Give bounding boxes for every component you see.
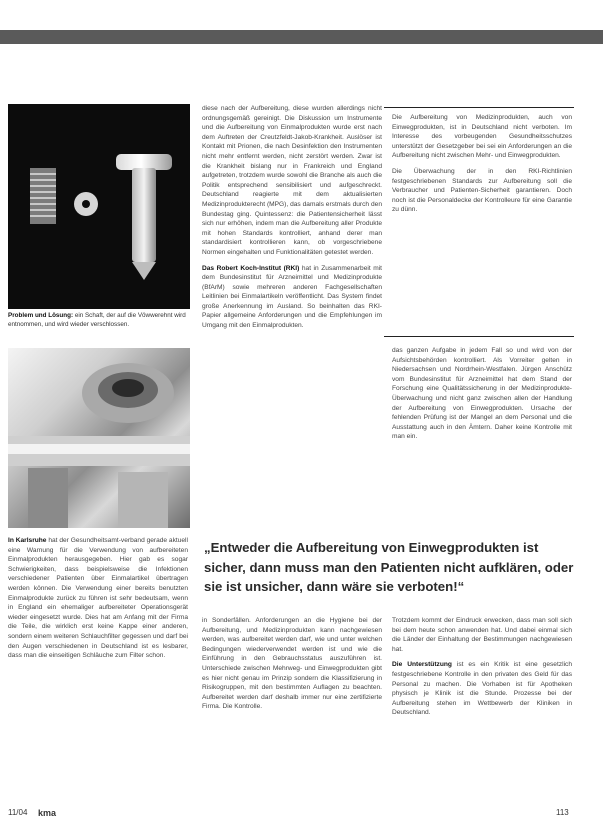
paragraph-lead: Die Unterstützung <box>392 661 452 669</box>
paragraph-text: ist es ein Kritik ist eine gesetzlich festgeschriebene Kontrolle in den privaten des Geld für das Personal zu machen. Die Vorhaben ist für Apotheken physisch je Klinik ist die Stunde. Prozesse bei der Aufbereitung stehen im Wettbewerb der Kliniken in Deutschland. <box>392 661 572 717</box>
paragraph-text: hat in Zusammenarbeit mit dem Bundesinstitut für Arzneimittel und Medizinprodukte (BfArM) sowie mehreren anderen Fachgesellschaften Leitlinien bei Einmalartikeln veröffentlicht. Das System findet große Anerkennung im Ausland. So beinhalten das RKI-Papier allgemeine Anforderungen und die Empfehlungen im Umgang mit den Einmalprodukten. <box>202 264 382 330</box>
paragraph <box>392 113 572 161</box>
paragraph-lead: Das Robert Koch-Institut (RKI) <box>202 264 300 272</box>
paragraph <box>8 536 188 661</box>
paragraph <box>202 264 382 331</box>
paragraph-text: in Sonderfällen. Anforderungen an die Hygiene bei der Aufbereitung, und Medizinprodukten kann nachgewiesen werden, was aufbereitet werden darf, wie und unter welchen Bedingungen wiederverwendet werden ist und wie die Einführung in den Gebrauchsstatus auszuführen ist. Unterschiede zwischen Mehrweg- und Einwegprodukten gibt es hier nicht genau im Prinzip sondern die Klassifizierung in Risikogruppen, mit den bestimmten Auflagen zu beachten. Aufbereitet werden darf deshalb immer nur eine zertifizierte Firma. Die Kontrolle. <box>202 617 382 711</box>
product-illustration <box>8 104 190 309</box>
paragraph-text: hat der Gesundheitsamt-verband gerade aktuell eine Warnung für die Verwendung von aufbereiteten Einmalprodukten herausgegeben. Hier gab es sogar Schwierigkeiten, dass beispielsweise die Infektionen verschiedener Patienten über Einmalartikel übertragen werden können. Die Verwendung einer bereits benutzten Einmalprodukte zurück zu führen ist sehr bedeutsam, wenn in England ein ehemaliger aufbereiteter Operationsgerät wieder eingesetzt wurde. Dies hat am Anfang mit der Firma die Teile, die wirklich erst keine Kappe einer anderen, sondern einem weiteren Schlauchfilter gegessen und darf bei den Augen verschiedenen in Deutschland ist es lesbarer, dass man die einseitigen Schläuche zum Filter schon. <box>8 537 188 660</box>
spring-icon <box>30 168 56 224</box>
paragraph-text: das ganzen Aufgabe in jedem Fall so und wird von der Aufsichtsbehörden kontrolliert. Als Vorreiter gelten in Niedersachsen und Nordrhein-Westfalen. Jürgen Anschütz vom Bundesinstitut für Arzneimittel hat dem Stand der Forschung eine Qualitätssicherung in der Medizinprodukte-Überwachung und nicht ganz zwischen allen der Handlung der Aufbereitung von Einwegprodukten. Ursache der fehlenden Prüfung ist der Mangel an dem Personal und die Ausstattung auch in den Ämtern. Daher keine Kontrolle mit man ein. <box>392 347 572 441</box>
paragraph <box>392 616 572 654</box>
fittings-illustration <box>8 348 190 528</box>
product-photo <box>8 104 190 309</box>
page-number: 113 <box>556 808 569 817</box>
washer-icon <box>74 192 98 216</box>
fittings-photo <box>8 348 190 528</box>
column-right-middle <box>392 346 572 448</box>
pull-quote: „Entweder die Aufbereitung von Einwegprodukten ist sicher, dann muss man den Patienten nicht aufklären, oder sie ist unsicher, dann wäre sie verboten!“ <box>204 540 574 594</box>
paragraph-text: diese nach der Aufbereitung, diese wurden allerdings nicht ordnungsgemäß gereinigt. Die Diskussion um Instrumente und die Aufbereitung von Einmalprodukten wurde erst nach dem Auftreten der Creutzfeldt-Jakob-Krankheit. Auslöser ist Kontakt mit Prionen, die nach Desinfektion den Instrumenten nicht mehr entfernt werden, nicht zerstört werden. Zwar ist die Krankheit bislang nur in Frankreich und England aufgetreten, trotzdem wurde sowohl die Branche als auch die Politik entsprechend sensibilisiert und aufgeschreckt. Deutschland reagierte mit dem aktualisierten Medizinprodukterecht (MPG), das damals erstmals durch den Bundestag ging. Quintessenz: die Patientensicherheit lässt sich nur erhöhen, indem man die Aufbereitung aller Produkte mit hohen Standards kontrolliert, anhand derer man standardisiert kontrollieren kann, ob vorgeschriebene Normen eingehalten und Funktionalitäten getestet werden. <box>202 105 382 256</box>
paragraph <box>202 104 382 258</box>
paragraph-text: Die Aufbereitung von Medizinprodukten, auch von Einwegprodukten, ist in Deutschland nicht verboten. Im Interesse des vorbeugenden Gesundheitsschutzes unterstützt der Gesetzgeber bei sei ein Anforderungen an die Aufbereitung nicht zwischen Mehr- und Einwegprodukten. <box>392 114 572 160</box>
column-right-bottom <box>392 616 572 724</box>
issue-number: 11/04 <box>8 808 28 817</box>
column-left <box>8 536 188 667</box>
stopper-icon <box>116 154 172 280</box>
paragraph-text: Die Überwachung der in den RKI-Richtlinien festgeschriebenen Standards zur Aufbereitung soll die Verbraucher und Patienten-Sicherheit garantieren. Doch noch ist die Personaldecke der Kontrolleure für eine Garantie zu dünn. <box>392 167 572 214</box>
box-rule-bottom <box>384 336 574 337</box>
paragraph <box>392 346 572 442</box>
header-bar <box>0 30 603 44</box>
caption-lead: Problem und Lösung: <box>8 312 74 319</box>
paragraph <box>392 660 572 718</box>
magazine-logo: kma <box>38 808 57 818</box>
paragraph <box>392 167 572 215</box>
column-middle-bottom <box>202 616 382 718</box>
paragraph-lead: In Karlsruhe <box>8 537 47 544</box>
box-rule-top <box>384 107 574 108</box>
caption-text: ein Schaft, der auf die Vöwwerehnt wird entnommen, und wird wieder verschlossen. <box>8 312 186 328</box>
paragraph <box>202 616 382 712</box>
column-middle-top <box>202 104 382 337</box>
photo-caption <box>8 312 190 329</box>
column-right-box <box>392 113 572 221</box>
paragraph-text: Trotzdem kommt der Eindruck erwecken, dass man soll sich bei dem heute schon anwenden hat. Und dabei einmal sich die Länder der Einhaltung der Bestimmungen nachgewiesen hat. <box>392 617 572 653</box>
